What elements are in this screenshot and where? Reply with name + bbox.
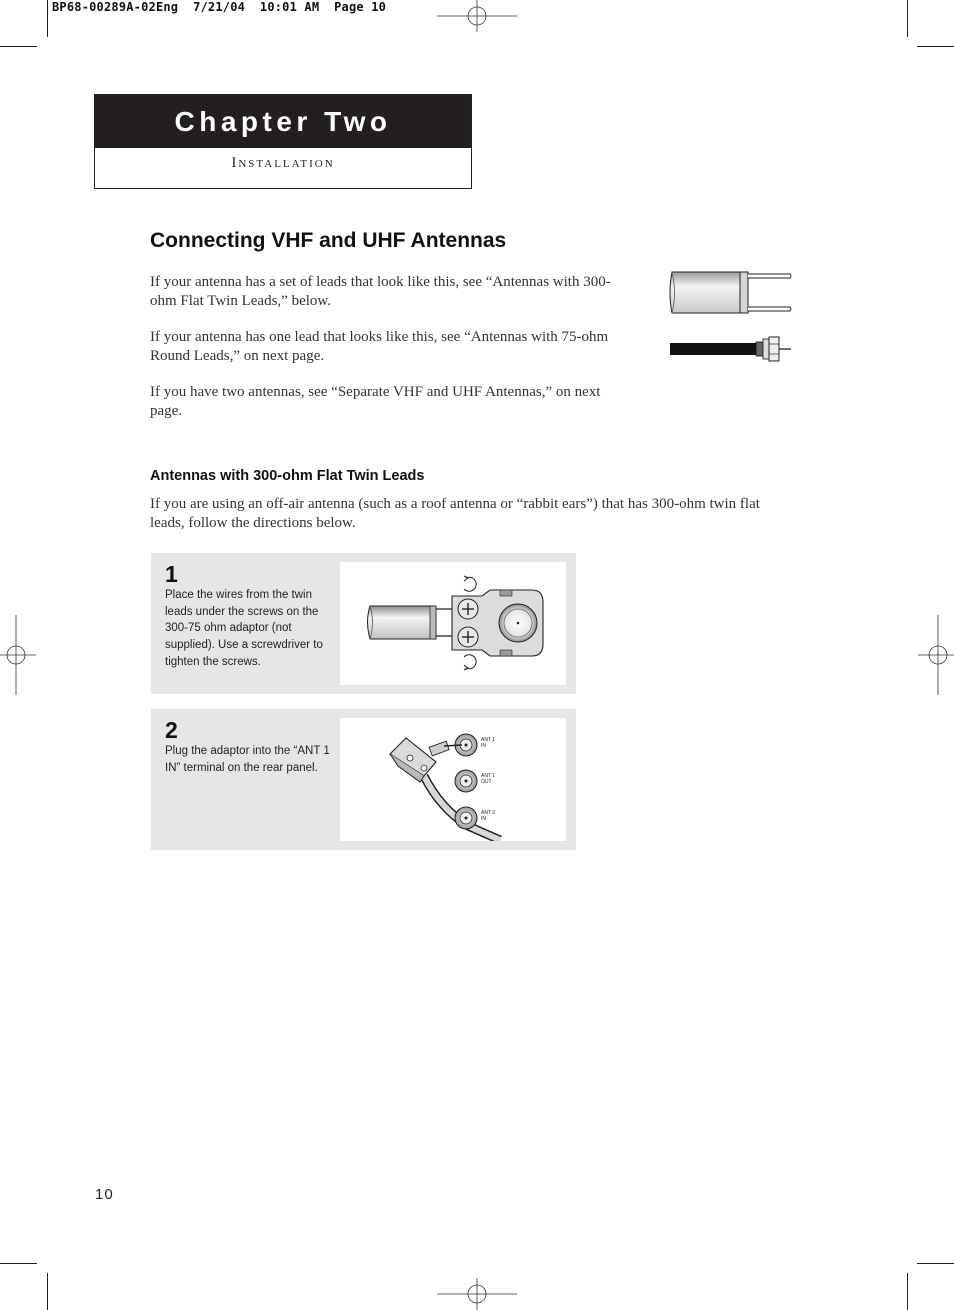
registration-mark-icon <box>437 1278 517 1310</box>
section-heading: Connecting VHF and UHF Antennas <box>150 229 507 252</box>
terminal-label: ANT 1 <box>481 773 496 779</box>
print-slug: BP68-00289A-02Eng 7/21/04 10:01 AM Page 10 <box>52 0 387 14</box>
paragraph-two-antennas: If you have two antennas, see “Separate VHF and UHF Antennas,” on next page. <box>150 384 601 419</box>
terminal-label: IN <box>481 816 486 822</box>
step-text: Place the wires from the twin leads under the screws on the 300-75 ohm adaptor (not supplied). Use a screwdriver to tighten the screws. <box>165 589 323 668</box>
step-1-panel <box>151 553 576 694</box>
step-1-illustration <box>340 562 566 685</box>
flat-twin-lead-icon <box>668 268 794 318</box>
step-2-illustration <box>340 718 566 841</box>
step-number: 2 <box>165 717 178 743</box>
step-2-panel <box>151 709 576 850</box>
adaptor-diagram <box>340 562 566 685</box>
paragraph-flat-leads: If your antenna has a set of leads that look like this, see “Antennas with 300-ohm Flat Twin Leads,” below. <box>150 274 611 309</box>
paragraph-round-lead: If your antenna has one lead that looks like this, see “Antennas with 75-ohm Round Leads,” on next page. <box>150 329 609 364</box>
chapter-header <box>94 94 472 189</box>
step-number: 1 <box>165 561 178 587</box>
terminal-ant2-in <box>455 807 477 829</box>
registration-mark-icon <box>0 615 36 695</box>
chapter-title-band <box>95 95 471 148</box>
round-coax-lead-icon <box>668 334 794 366</box>
page-number: 10 <box>95 1186 114 1203</box>
registration-mark-icon <box>437 0 517 32</box>
terminal-label: IN <box>481 743 486 749</box>
step-text: Plug the adaptor into the “ANT 1 IN” terminal on the rear panel. <box>165 745 330 774</box>
terminal-label: ANT 1 <box>481 737 496 743</box>
subsection-intro: If you are using an off-air antenna (such as a roof antenna or “rabbit ears”) that has 300-ohm twin flat leads, follow the directions below. <box>150 496 760 531</box>
registration-mark-icon <box>918 615 954 695</box>
chapter-subtitle: Installation <box>231 155 335 171</box>
rear-panel-diagram <box>340 718 566 841</box>
chapter-title: Chapter Two <box>174 105 392 137</box>
terminal-label: ANT 2 <box>481 810 496 816</box>
subsection-heading: Antennas with 300-ohm Flat Twin Leads <box>150 468 425 484</box>
terminal-label: OUT <box>481 779 492 785</box>
terminal-ant1-out <box>455 770 477 792</box>
